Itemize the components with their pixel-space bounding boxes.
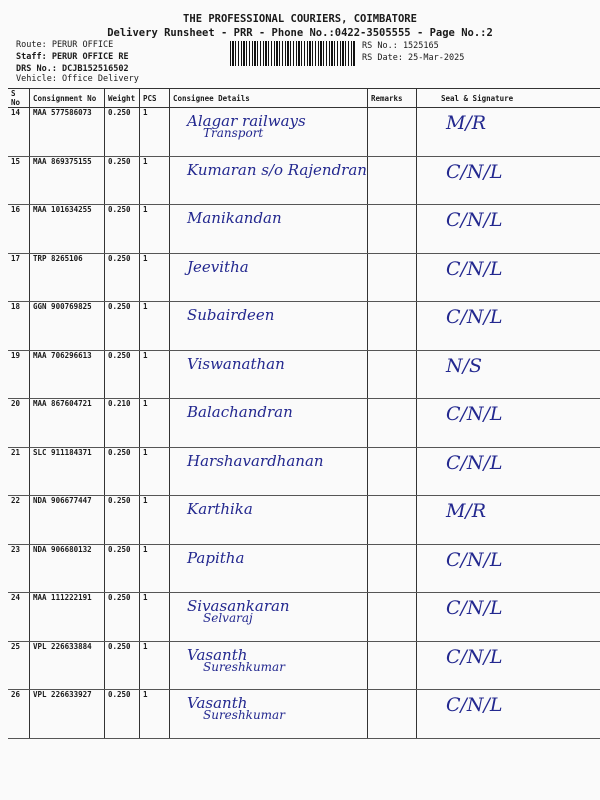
seal-signature-cell — [416, 399, 600, 448]
table-row — [8, 350, 600, 399]
col-header: Seal & Signature — [416, 89, 600, 108]
signature-handwritten: C/N/L — [445, 451, 503, 474]
seal-signature-cell — [416, 156, 600, 205]
consignment-number-cell: VPL 226633884 — [30, 641, 105, 690]
consignment-number-cell: MAA 706296613 — [30, 350, 105, 399]
rs-number: RS No.: 1525165 — [362, 41, 439, 51]
consignee-details-cell — [170, 108, 368, 157]
consignment-number-cell: MAA 577586073 — [30, 108, 105, 157]
consignee-details-cell — [170, 496, 368, 545]
col-header: Weight — [105, 89, 140, 108]
table-row — [8, 205, 600, 254]
consignee-details-cell — [170, 205, 368, 254]
consignee-details-cell — [170, 690, 368, 739]
signature-handwritten: C/N/L — [445, 597, 503, 619]
consignment-number-cell: MAA 111222191 — [30, 593, 105, 642]
consignment-number-cell: MAA 101634255 — [30, 205, 105, 254]
consignee-name-handwritten: Vasanth — [187, 694, 248, 712]
weight-cell: 0.250 — [105, 544, 140, 593]
rs-date: RS Date: 25-Mar-2025 — [362, 53, 465, 63]
pcs-cell: 1 — [140, 641, 170, 690]
signature-handwritten: C/N/L — [445, 209, 503, 231]
sno-cell: 20 — [8, 399, 30, 448]
seal-signature-cell — [416, 205, 600, 254]
table-row — [8, 690, 600, 739]
weight-cell: 0.250 — [105, 302, 140, 351]
consignment-number-cell: SLC 911184371 — [30, 447, 105, 496]
sno-cell: 24 — [8, 593, 30, 642]
sno-cell: 16 — [8, 205, 30, 254]
consignment-number-cell: GGN 900769825 — [30, 302, 105, 351]
remarks-cell — [367, 205, 416, 254]
vehicle-label: Vehicle: Office Delivery — [16, 74, 139, 84]
pcs-cell: 1 — [140, 108, 170, 157]
company-title: THE PROFESSIONAL COURIERS, COIMBATORE — [183, 13, 417, 25]
sno-cell: 23 — [8, 544, 30, 593]
consignee-details-cell — [170, 641, 368, 690]
weight-cell: 0.250 — [105, 350, 140, 399]
consignment-number-cell: MAA 869375155 — [30, 156, 105, 205]
signature-handwritten: C/N/L — [445, 694, 503, 716]
remarks-cell — [367, 641, 416, 690]
table-row — [8, 496, 600, 545]
consignee-name-handwritten: Balachandran — [187, 403, 293, 421]
remarks-cell — [367, 690, 416, 739]
table-header-row — [8, 89, 600, 108]
consignee-details-cell — [170, 156, 368, 205]
table-row — [8, 156, 600, 205]
consignee-name-handwritten: Subairdeen — [187, 306, 275, 324]
weight-cell: 0.250 — [105, 447, 140, 496]
sno-cell: 19 — [8, 350, 30, 399]
remarks-cell — [367, 496, 416, 545]
signature-handwritten: M/R — [445, 112, 487, 134]
consignee-details-cell — [170, 447, 368, 496]
route-label: Route: PERUR OFFICE — [16, 40, 114, 50]
pcs-cell: 1 — [140, 350, 170, 399]
col-header: S No — [8, 89, 30, 108]
weight-cell: 0.250 — [105, 690, 140, 739]
seal-signature-cell — [416, 253, 600, 302]
consignment-number-cell: MAA 867604721 — [30, 399, 105, 448]
consignee-name-handwritten: Viswanathan — [187, 354, 285, 373]
sno-cell: 22 — [8, 496, 30, 545]
consignee-name-handwritten: Jeevitha — [187, 257, 249, 276]
signature-handwritten: C/N/L — [445, 160, 503, 183]
barcode-icon — [230, 41, 356, 66]
pcs-cell: 1 — [140, 399, 170, 448]
pcs-cell: 1 — [140, 302, 170, 351]
table-row — [8, 544, 600, 593]
consignee-details-cell — [170, 350, 368, 399]
remarks-cell — [367, 593, 416, 642]
weight-cell: 0.250 — [105, 496, 140, 545]
consignment-number-cell: NDA 906680132 — [30, 544, 105, 593]
consignee-details-cell — [170, 302, 368, 351]
pcs-cell: 1 — [140, 593, 170, 642]
weight-cell: 0.250 — [105, 156, 140, 205]
table-row — [8, 253, 600, 302]
signature-handwritten: C/N/L — [445, 257, 503, 280]
consignee-name-handwritten: Karthika — [187, 500, 253, 518]
consignee-details-cell — [170, 399, 368, 448]
sno-cell: 18 — [8, 302, 30, 351]
remarks-cell — [367, 302, 416, 351]
remarks-cell — [367, 350, 416, 399]
signature-handwritten: C/N/L — [445, 306, 503, 328]
sno-cell: 17 — [8, 253, 30, 302]
consignee-name-line2-handwritten: Sureshkumar — [203, 708, 285, 722]
pcs-cell: 1 — [140, 690, 170, 739]
signature-handwritten: C/N/L — [445, 403, 503, 425]
consignee-name-line2-handwritten: Selvaraj — [203, 611, 253, 625]
pcs-cell: 1 — [140, 447, 170, 496]
consignee-name-handwritten: Vasanth — [187, 645, 248, 664]
consignment-number-cell: NDA 906677447 — [30, 496, 105, 545]
pcs-cell: 1 — [140, 496, 170, 545]
pcs-cell: 1 — [140, 253, 170, 302]
table-row — [8, 399, 600, 448]
consignee-name-handwritten: Sivasankaran — [187, 597, 290, 615]
weight-cell: 0.250 — [105, 108, 140, 157]
table-row — [8, 108, 600, 157]
consignee-name-line2-handwritten: Sureshkumar — [203, 659, 285, 674]
col-header: PCS — [140, 89, 170, 108]
staff-label: Staff: PERUR OFFICE RE — [16, 52, 129, 62]
seal-signature-cell — [416, 544, 600, 593]
signature-handwritten: C/N/L — [445, 548, 503, 571]
remarks-cell — [367, 253, 416, 302]
sno-cell: 21 — [8, 447, 30, 496]
seal-signature-cell — [416, 302, 600, 351]
remarks-cell — [367, 399, 416, 448]
weight-cell: 0.250 — [105, 641, 140, 690]
seal-signature-cell — [416, 496, 600, 545]
consignee-name-line2-handwritten: Transport — [203, 126, 264, 140]
remarks-cell — [367, 447, 416, 496]
weight-cell: 0.250 — [105, 205, 140, 254]
sno-cell: 15 — [8, 156, 30, 205]
signature-handwritten: M/R — [445, 500, 487, 522]
table-row — [8, 593, 600, 642]
sno-cell: 26 — [8, 690, 30, 739]
seal-signature-cell — [416, 350, 600, 399]
seal-signature-cell — [416, 593, 600, 642]
consignee-name-handwritten: Papitha — [187, 548, 245, 567]
signature-handwritten: C/N/L — [445, 645, 503, 668]
drs-number: DRS No.: DCJB152516502 — [16, 64, 129, 74]
col-header: Consignee Details — [170, 89, 368, 108]
remarks-cell — [367, 108, 416, 157]
remarks-cell — [367, 156, 416, 205]
pcs-cell: 1 — [140, 544, 170, 593]
consignment-number-cell: TRP 8265106 — [30, 253, 105, 302]
weight-cell: 0.250 — [105, 593, 140, 642]
consignee-details-cell — [170, 544, 368, 593]
signature-handwritten: N/S — [445, 354, 482, 377]
sno-cell: 14 — [8, 108, 30, 157]
table-row — [8, 641, 600, 690]
sno-cell: 25 — [8, 641, 30, 690]
consignee-details-cell — [170, 593, 368, 642]
weight-cell: 0.210 — [105, 399, 140, 448]
table-row — [8, 302, 600, 351]
consignee-name-handwritten: Alagar railways — [187, 112, 306, 130]
col-header: Remarks — [367, 89, 416, 108]
seal-signature-cell — [416, 108, 600, 157]
runsheet-table — [8, 88, 600, 739]
seal-signature-cell — [416, 690, 600, 739]
consignee-details-cell — [170, 253, 368, 302]
consignee-name-handwritten: Harshavardhanan — [187, 451, 324, 470]
remarks-cell — [367, 544, 416, 593]
weight-cell: 0.250 — [105, 253, 140, 302]
pcs-cell: 1 — [140, 156, 170, 205]
seal-signature-cell — [416, 447, 600, 496]
table-row — [8, 447, 600, 496]
seal-signature-cell — [416, 641, 600, 690]
consignee-name-handwritten: Manikandan — [187, 209, 282, 227]
col-header: Consignment No — [30, 89, 105, 108]
pcs-cell: 1 — [140, 205, 170, 254]
runsheet-subtitle: Delivery Runsheet - PRR - Phone No.:0422-3505555 - Page No.:2 — [107, 27, 493, 39]
consignee-name-handwritten: Kumaran s/o Rajendran — [187, 160, 367, 179]
consignment-number-cell: VPL 226633927 — [30, 690, 105, 739]
